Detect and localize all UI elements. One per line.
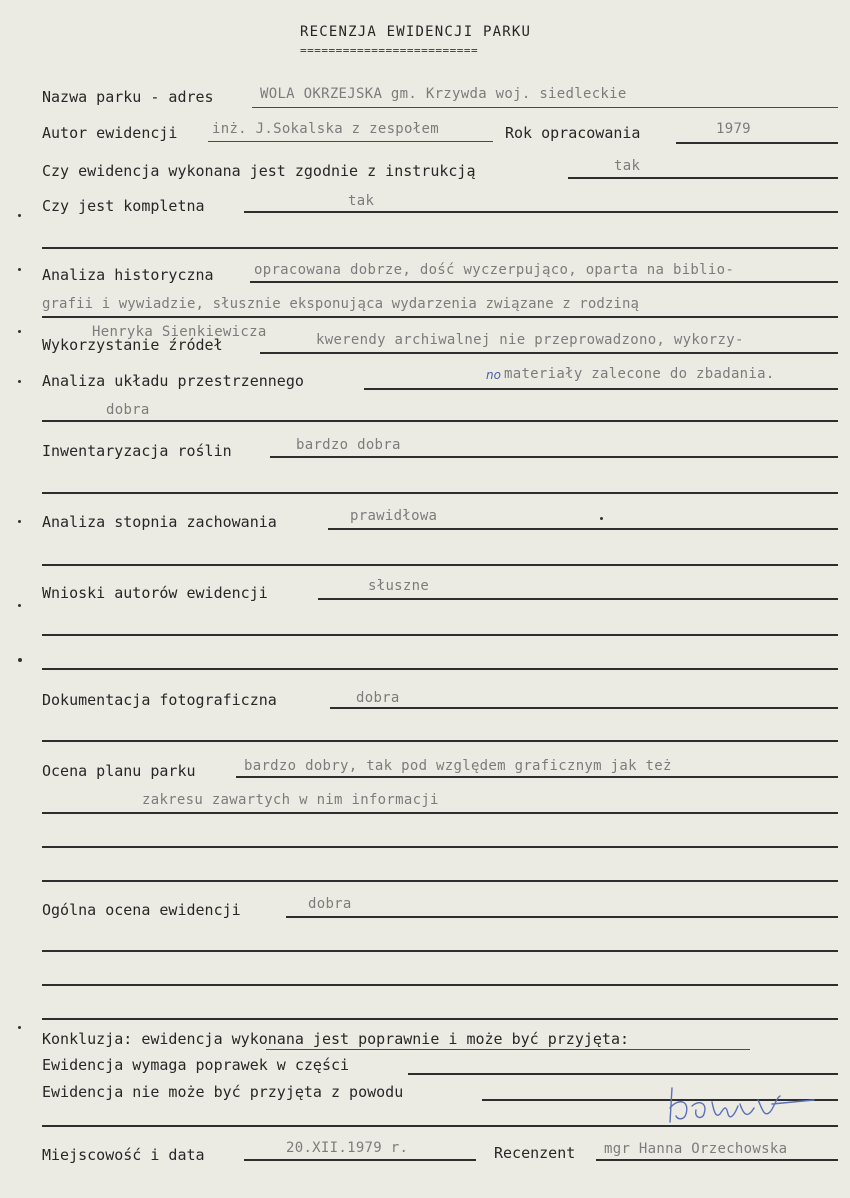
reviewer-label: Recenzent (494, 1144, 576, 1162)
conclusion-line3: Ewidencja nie może być przyjęta z powodu (42, 1083, 404, 1101)
photo-label: Dokumentacja fotograficzna (42, 691, 277, 709)
margin-mark (18, 520, 21, 523)
plan-line (236, 776, 838, 778)
complete-line (244, 211, 838, 213)
conclusions-line-rule3 (42, 668, 838, 670)
conclusions-line-rule2 (42, 634, 838, 636)
sources-label: Wykorzystanie źródeł (42, 336, 223, 354)
overall-value: dobra (308, 896, 352, 912)
year-label: Rok opracowania (505, 124, 641, 142)
blank-line-1 (42, 247, 838, 249)
overall-line (286, 916, 838, 918)
form-title: RECENZJA EWIDENCJI PARKU (300, 24, 532, 40)
conclusions-line (318, 598, 838, 600)
margin-mark (18, 604, 21, 607)
author-value: inż. J.Sokalska z zespołem (212, 121, 439, 137)
margin-mark (18, 380, 21, 383)
preservation-label: Analiza stopnia zachowania (42, 513, 277, 531)
reviewer-line (596, 1159, 838, 1161)
margin-mark (18, 1026, 21, 1029)
spatial-line-rule2 (42, 420, 838, 422)
date-value: 20.XII.1979 r. (286, 1140, 409, 1156)
spatial-line (364, 388, 838, 390)
reviewer-value: mgr Hanna Orzechowska (604, 1141, 788, 1157)
spatial-handwritten-note: no (486, 368, 501, 382)
margin-mark (18, 658, 22, 662)
conclusions-label: Wnioski autorów ewidencji (42, 584, 268, 602)
park-name-line (252, 107, 838, 108)
plants-line (270, 456, 838, 458)
historical-line3: Henryka Sienkiewicza (92, 324, 267, 340)
plan-line-rule3 (42, 846, 838, 848)
margin-mark (18, 214, 21, 217)
photo-line-rule2 (42, 740, 838, 742)
conformity-line (568, 177, 838, 179)
preservation-line-rule2 (42, 564, 838, 566)
plan-line2: zakresu zawartych w nim informacji (142, 792, 439, 808)
overall-label: Ogólna ocena ewidencji (42, 901, 241, 919)
complete-value: tak (348, 193, 375, 209)
date-line (244, 1159, 476, 1161)
park-name-label: Nazwa parku - adres (42, 88, 214, 106)
historical-line1: opracowana dobrze, dość wyczerpująco, oparta na biblio- (254, 262, 735, 278)
conformity-value: tak (614, 158, 641, 174)
plan-line1: bardzo dobry, tak pod względem graficznym jak też (244, 758, 672, 774)
spatial-value: materiały zalecone do zbadania. (504, 366, 775, 382)
plan-label: Ocena planu parku (42, 762, 196, 780)
margin-mark (18, 330, 21, 333)
conclusion-line2-rule (408, 1073, 838, 1075)
title-underline: ========================= (300, 44, 479, 57)
year-line (676, 142, 838, 144)
park-name-value: WOLA OKRZEJSKA gm. Krzywda woj. siedleckie (260, 86, 627, 102)
place-date-label: Miejscowość i data (42, 1146, 205, 1164)
preservation-value: prawidłowa (350, 508, 438, 524)
margin-mark (18, 268, 21, 271)
historical-line2: grafii i wywiadzie, słusznie eksponująca wydarzenia związane z rodziną (42, 296, 640, 312)
sources-value: kwerendy archiwalnej nie przeprowadzono, wykorzy- (316, 332, 744, 348)
conclusions-value: słuszne (368, 578, 430, 594)
historical-line-rule1 (250, 281, 838, 283)
spatial-label: Analiza układu przestrzennego (42, 372, 304, 390)
plants-label: Inwentaryzacja roślin (42, 442, 232, 460)
author-line (208, 141, 493, 142)
plan-line-rule2 (42, 812, 838, 814)
overall-line-rule3 (42, 984, 838, 986)
preservation-line (328, 528, 838, 530)
complete-label: Czy jest kompletna (42, 197, 205, 215)
conclusion-line1: Konkluzja: ewidencja wykonana jest poprawnie i może być przyjęta: (42, 1030, 629, 1048)
sources-line (260, 352, 838, 354)
spatial-line2: dobra (106, 402, 150, 418)
author-label: Autor ewidencji (42, 124, 178, 142)
conformity-label: Czy ewidencja wykonana jest zgodnie z instrukcją (42, 162, 476, 180)
signature-image (668, 1078, 818, 1126)
conclusion-line2: Ewidencja wymaga poprawek w części (42, 1056, 350, 1074)
plants-value: bardzo dobra (296, 437, 401, 453)
historical-line-rule2 (42, 316, 838, 318)
overall-line-rule4 (42, 1018, 838, 1020)
plants-line-rule2 (42, 492, 838, 494)
year-value: 1979 (716, 121, 751, 137)
plan-line-rule4 (42, 880, 838, 882)
photo-value: dobra (356, 690, 400, 706)
conclusion-underline (266, 1049, 750, 1050)
overall-line-rule2 (42, 950, 838, 952)
ink-dot (600, 517, 603, 520)
historical-label: Analiza historyczna (42, 266, 214, 284)
photo-line (330, 707, 838, 709)
